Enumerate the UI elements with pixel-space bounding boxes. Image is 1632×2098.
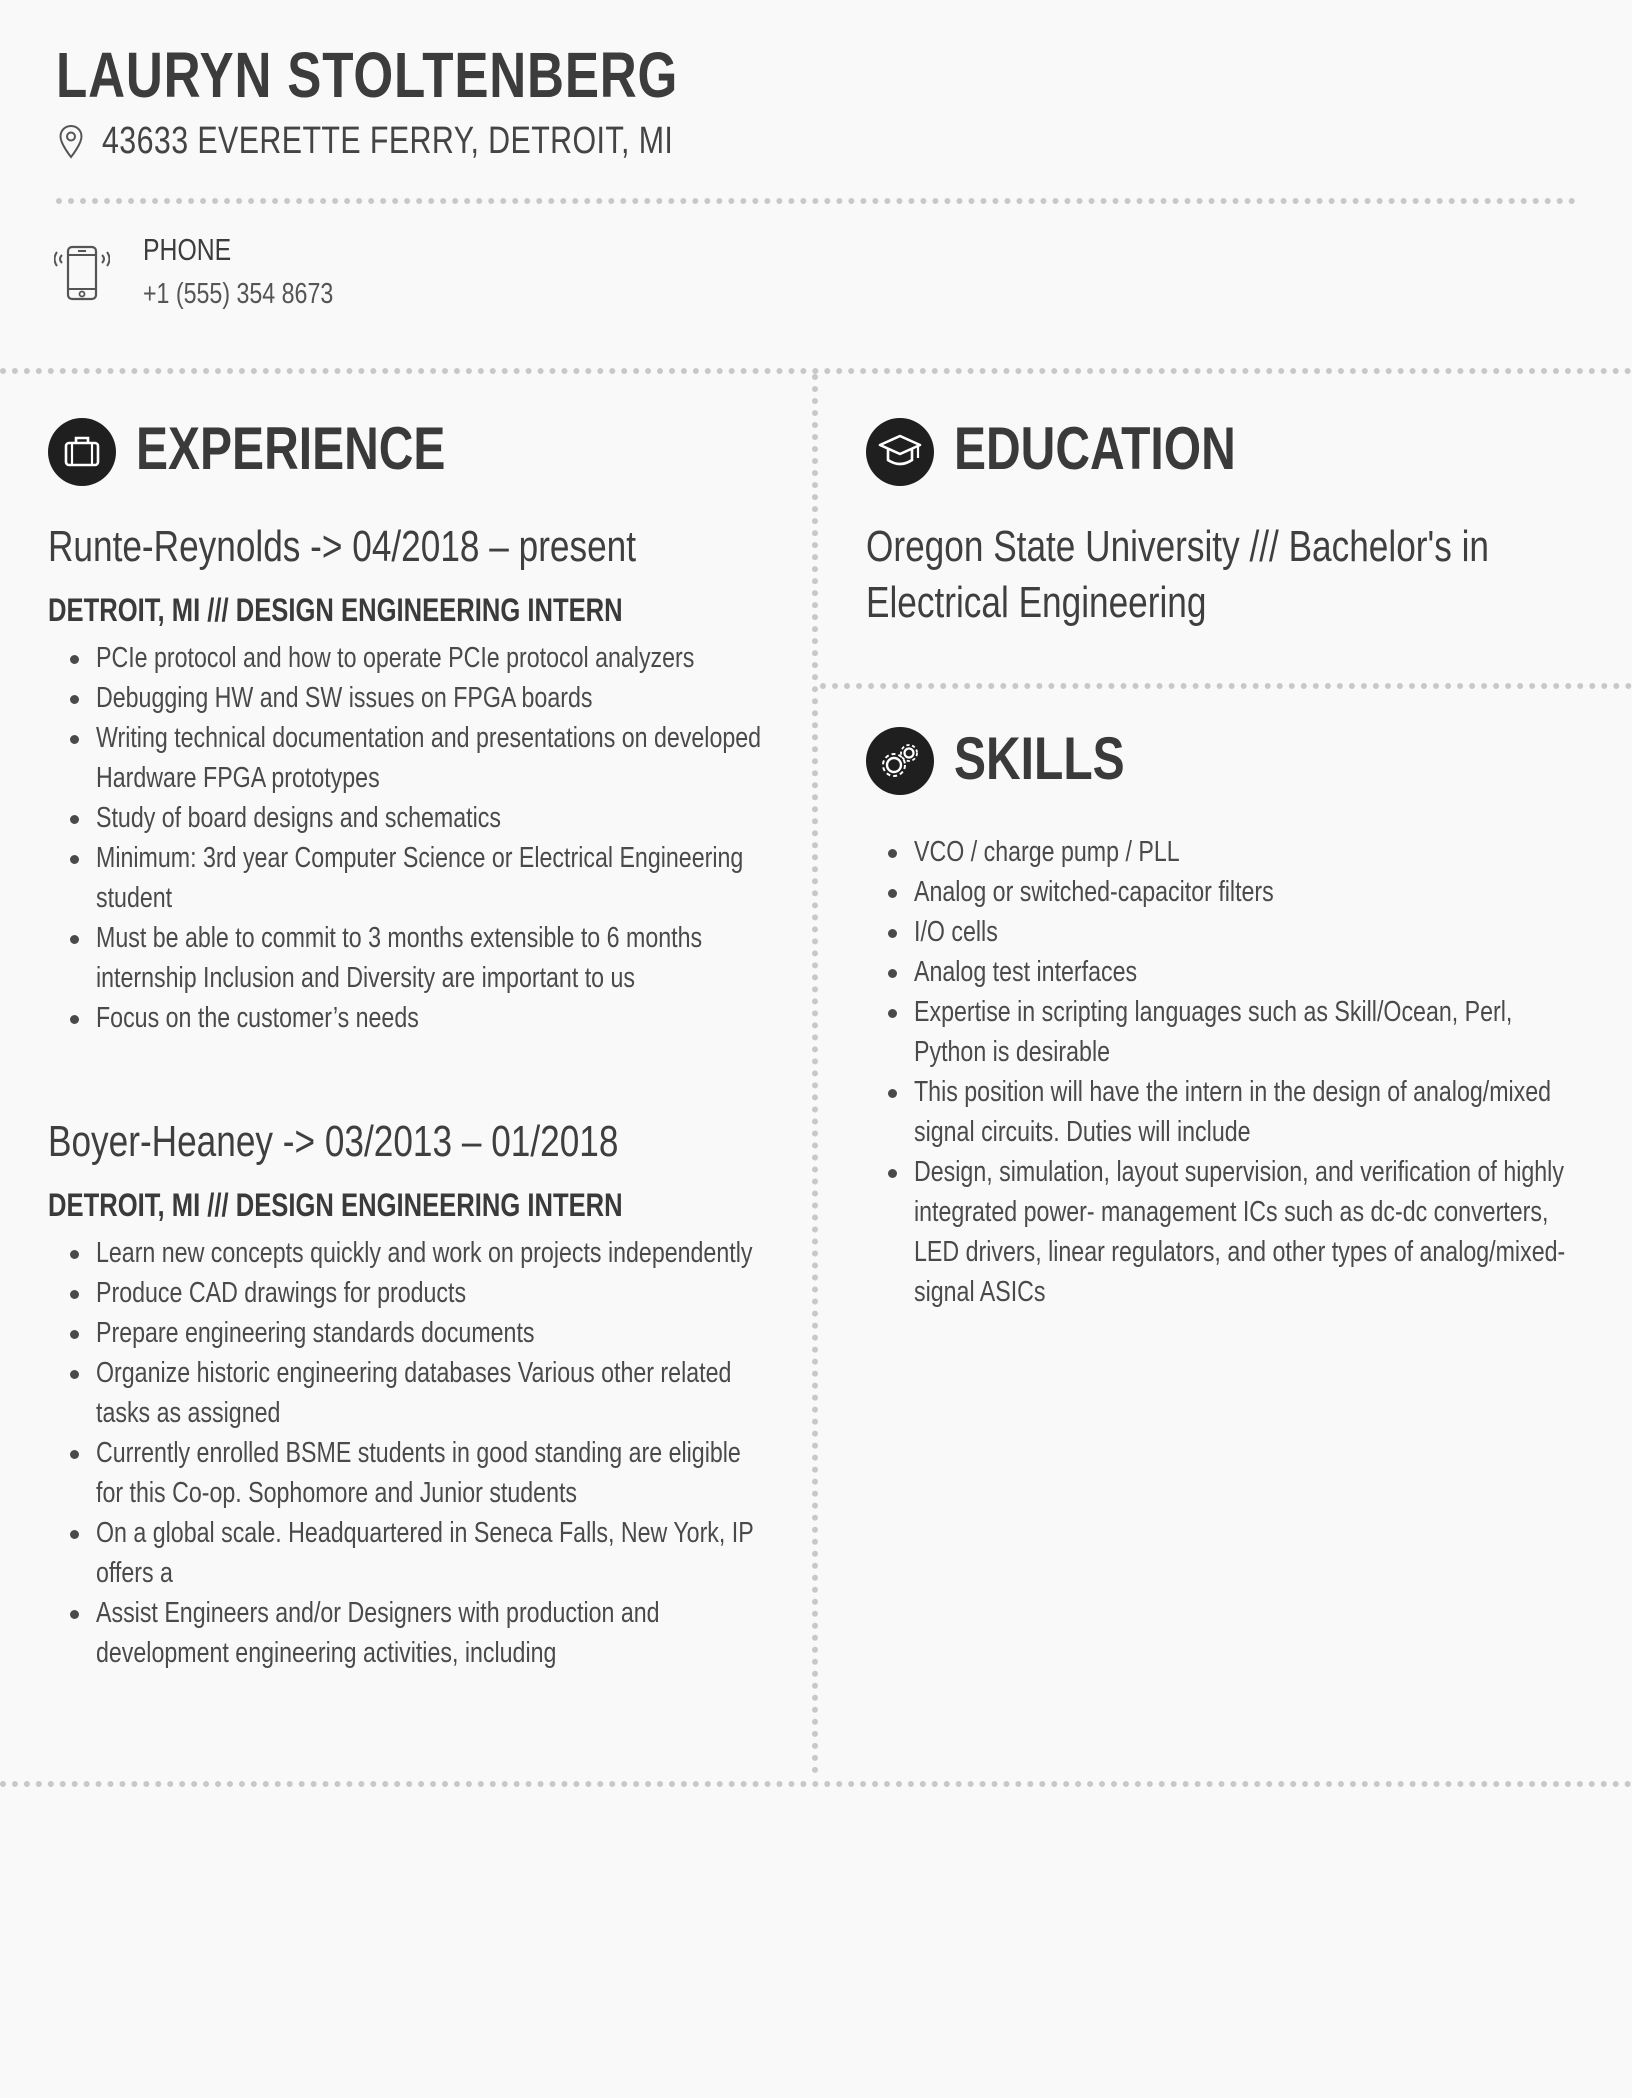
list-item: I/O cells — [866, 912, 1576, 952]
gears-icon — [866, 727, 934, 795]
list-item: Analog or switched-capacitor filters — [866, 872, 1576, 912]
job-bullets — [48, 1233, 768, 1673]
education-skills-divider — [820, 683, 1632, 689]
skills-title: SKILLS — [954, 725, 1125, 792]
list-item: Design, simulation, layout supervision, and verification of highly integrated power- management ICs such as dc-dc converters, LED drivers, linear regulators, and other types of analog/mixed-signal ASICs — [866, 1152, 1576, 1312]
section-divider-bottom — [0, 1781, 1632, 1787]
list-item: Must be able to commit to 3 months extensible to 6 months internship Inclusion and Diversity are important to us — [48, 918, 768, 998]
experience-title: EXPERIENCE — [136, 415, 446, 482]
skills-list — [866, 832, 1576, 1312]
list-item: Assist Engineers and/or Designers with production and development engineering activities, including — [48, 1593, 768, 1673]
list-item: Produce CAD drawings for products — [48, 1273, 768, 1313]
graduation-cap-icon — [866, 418, 934, 486]
list-item: PCIe protocol and how to operate PCIe protocol analyzers — [48, 638, 768, 678]
list-item: Analog test interfaces — [866, 952, 1576, 992]
list-item: This position will have the intern in the design of analog/mixed signal circuits. Duties will include — [866, 1072, 1576, 1152]
job-subheading: DETROIT, MI /// DESIGN ENGINEERING INTERN — [48, 1187, 623, 1223]
mobile-phone-icon — [54, 245, 110, 303]
candidate-name: LAURYN STOLTENBERG — [56, 39, 679, 111]
list-item: Prepare engineering standards documents — [48, 1313, 768, 1353]
list-item: Minimum: 3rd year Computer Science or Electrical Engineering student — [48, 838, 768, 918]
list-item: Debugging HW and SW issues on FPGA boards — [48, 678, 768, 718]
location-pin-icon — [58, 124, 84, 160]
list-item: Currently enrolled BSME students in good standing are eligible for this Co-op. Sophomore and Junior students — [48, 1433, 768, 1513]
list-item: On a global scale. Headquartered in Seneca Falls, New York, IP offers a — [48, 1513, 768, 1593]
education-degree-line-1: Oregon State University /// Bachelor's in — [866, 522, 1489, 571]
job-subheading: DETROIT, MI /// DESIGN ENGINEERING INTERN — [48, 592, 623, 628]
job-heading: Runte-Reynolds -> 04/2018 – present — [48, 522, 637, 571]
job-heading: Boyer-Heaney -> 03/2013 – 01/2018 — [48, 1117, 619, 1166]
address-text: 43633 EVERETTE FERRY, DETROIT, MI — [102, 120, 674, 162]
list-item: VCO / charge pump / PLL — [866, 832, 1576, 872]
list-item: Organize historic engineering databases Various other related tasks as assigned — [48, 1353, 768, 1433]
education-degree-line-2: Electrical Engineering — [866, 578, 1207, 627]
list-item: Expertise in scripting languages such as Skill/Ocean, Perl, Python is desirable — [866, 992, 1576, 1072]
phone-value: +1 (555) 354 8673 — [143, 278, 334, 310]
phone-label: PHONE — [143, 232, 232, 267]
list-item: Focus on the customer’s needs — [48, 998, 768, 1038]
list-item: Learn new concepts quickly and work on projects independently — [48, 1233, 768, 1273]
education-title: EDUCATION — [954, 415, 1236, 482]
job-bullets — [48, 638, 768, 1038]
briefcase-icon — [48, 418, 116, 486]
list-item: Writing technical documentation and presentations on developed Hardware FPGA prototypes — [48, 718, 768, 798]
list-item: Study of board designs and schematics — [48, 798, 768, 838]
header-divider — [56, 198, 1576, 204]
